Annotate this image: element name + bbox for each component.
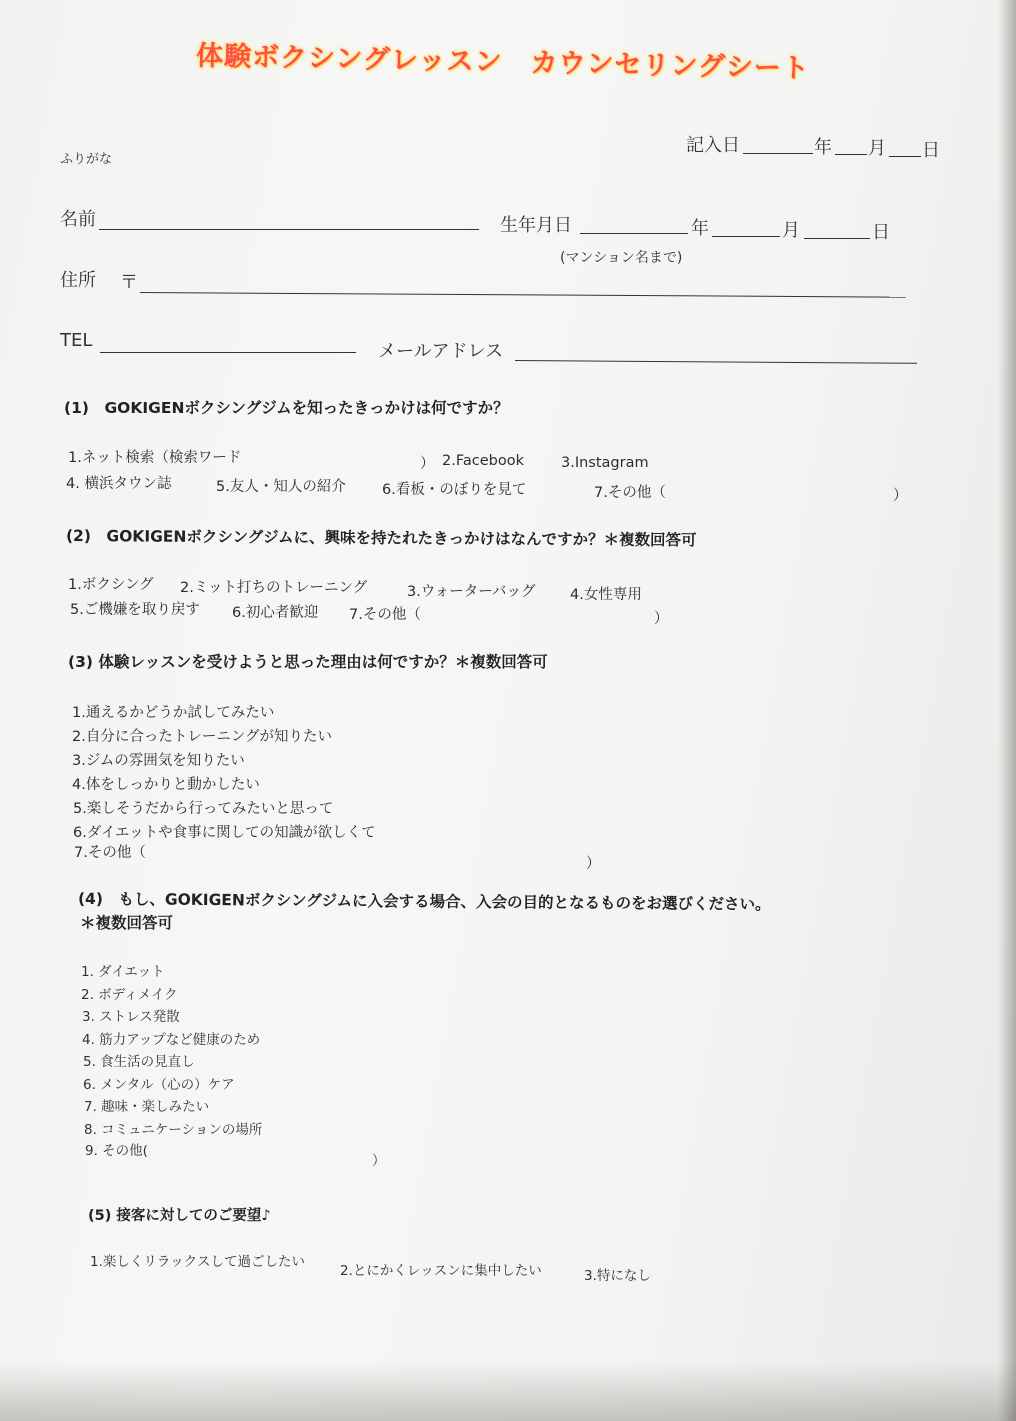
- q5-option-1[interactable]: 1.楽しくリラックスして過ごしたい: [90, 1254, 305, 1270]
- q4-option-6[interactable]: 6. メンタル（心の）ケア: [83, 1077, 235, 1093]
- address-blank[interactable]: [140, 292, 906, 298]
- birthday-day-label: 日: [872, 222, 890, 243]
- q2-question: (2) GOKIGENボクシングジムに、興味を持たれたきっかけはなんですか？＊複数回答可: [65, 527, 697, 550]
- tel-blank[interactable]: [100, 352, 356, 353]
- q2-option-3[interactable]: 3.ウォーターバッグ: [407, 584, 536, 600]
- birthday-day-blank[interactable]: [804, 238, 870, 239]
- birthday-year-label: 年: [691, 218, 709, 239]
- q3-option-2[interactable]: 2.自分に合ったトレーニングが知りたい: [72, 729, 333, 745]
- q5-option-3[interactable]: 3.特になし: [584, 1268, 651, 1284]
- q1-option-7-close: ）: [893, 488, 908, 504]
- q4-option-9[interactable]: 9. その他(: [85, 1143, 148, 1159]
- q4-option-4[interactable]: 4. 筋力アップなど健康のため: [82, 1032, 261, 1048]
- q2-option-7[interactable]: 7.その他（: [349, 607, 421, 623]
- q4-option-2[interactable]: 2. ボディメイク: [81, 987, 178, 1003]
- q4-option-9-close: ）: [372, 1153, 386, 1169]
- birthday-month-blank[interactable]: [712, 236, 780, 237]
- q1-option-4[interactable]: 4. 横浜タウン誌: [66, 476, 172, 492]
- q1-question: (1) GOKIGENボクシングジムを知ったきっかけは何ですか？: [64, 399, 509, 417]
- q1-option-2[interactable]: 2.Facebook: [442, 453, 524, 469]
- q3-option-5[interactable]: 5.楽しそうだから行ってみたいと思って: [73, 801, 334, 817]
- sheet-title: 体験ボクシングレッスン カウンセリングシート: [195, 40, 811, 85]
- birthday-month-label: 月: [782, 220, 800, 241]
- entry-year-label: 年: [814, 137, 832, 158]
- address-label: 住所: [60, 270, 96, 291]
- q2-option-6[interactable]: 6.初心者歓迎: [232, 605, 319, 621]
- birthday-year-blank[interactable]: [580, 233, 688, 234]
- q3-option-4[interactable]: 4.体をしっかりと動かしたい: [72, 777, 260, 793]
- q4-option-1[interactable]: 1. ダイエット: [81, 964, 165, 980]
- entry-year-blank[interactable]: [743, 153, 813, 154]
- q3-option-3[interactable]: 3.ジムの雰囲気を知りたい: [72, 753, 245, 769]
- entry-month-blank[interactable]: [835, 154, 867, 155]
- entry-day-blank[interactable]: [889, 156, 921, 157]
- entry-date-label: 記入日: [686, 135, 740, 156]
- q3-option-1[interactable]: 1.通えるかどうか試してみたい: [72, 705, 275, 721]
- q1-option-1-close: ）: [420, 456, 435, 472]
- q1-option-3[interactable]: 3.Instagram: [561, 455, 649, 471]
- q5-option-2[interactable]: 2.とにかくレッスンに集中したい: [340, 1263, 542, 1279]
- q4-multiple-note: ＊複数回答可: [80, 914, 174, 932]
- entry-month-label: 月: [868, 138, 886, 159]
- q3-question: (3) 体験レッスンを受けようと思った理由は何ですか？＊複数回答可: [68, 653, 548, 671]
- birthday-label: 生年月日: [500, 215, 572, 236]
- q1-option-7[interactable]: 7.その他（: [594, 485, 666, 501]
- q4-option-5[interactable]: 5. 食生活の見直し: [83, 1054, 195, 1070]
- q2-option-4[interactable]: 4.女性専用: [570, 587, 642, 603]
- paper-bottom-shadow: [0, 1361, 1016, 1421]
- q4-option-7[interactable]: 7. 趣味・楽しみたい: [84, 1099, 210, 1115]
- q2-option-7-close: ）: [654, 611, 669, 627]
- q1-option-1[interactable]: 1.ネット検索（検索ワード: [68, 450, 242, 466]
- name-blank[interactable]: [99, 229, 479, 230]
- tel-label: TEL: [60, 330, 93, 351]
- q5-question: (5) 接客に対してのご要望♪: [88, 1208, 271, 1224]
- q4-question: (4) もし、GOKIGENボクシングジムに入会する場合、入会の目的となるものをお選びください。: [77, 890, 771, 914]
- paper-edge-shadow: [998, 0, 1016, 1421]
- q3-option-7[interactable]: 7.その他（: [74, 845, 146, 861]
- q2-option-1[interactable]: 1.ボクシング: [68, 577, 154, 593]
- q4-option-3[interactable]: 3. ストレス発散: [82, 1009, 180, 1025]
- q3-option-6[interactable]: 6.ダイエットや食事に関しての知識が欲しくて: [73, 825, 376, 841]
- furigana-label: ふりがな: [60, 152, 113, 167]
- name-label: 名前: [60, 209, 96, 230]
- q2-option-5[interactable]: 5.ご機嫌を取り戻す: [70, 602, 200, 618]
- q4-option-8[interactable]: 8. コミュニケーションの場所: [84, 1122, 263, 1138]
- postal-mark: 〒: [120, 272, 138, 293]
- mansion-note: (マンション名まで): [560, 250, 683, 266]
- q1-option-6[interactable]: 6.看板・のぼりを見て: [382, 482, 527, 498]
- email-label: メールアドレス: [378, 341, 504, 362]
- entry-day-label: 日: [922, 140, 940, 161]
- q2-option-2[interactable]: 2.ミット打ちのトレーニング: [180, 580, 368, 596]
- q1-option-5[interactable]: 5.友人・知人の紹介: [216, 479, 346, 495]
- email-blank[interactable]: [515, 360, 917, 364]
- q3-option-7-close: ）: [586, 856, 601, 872]
